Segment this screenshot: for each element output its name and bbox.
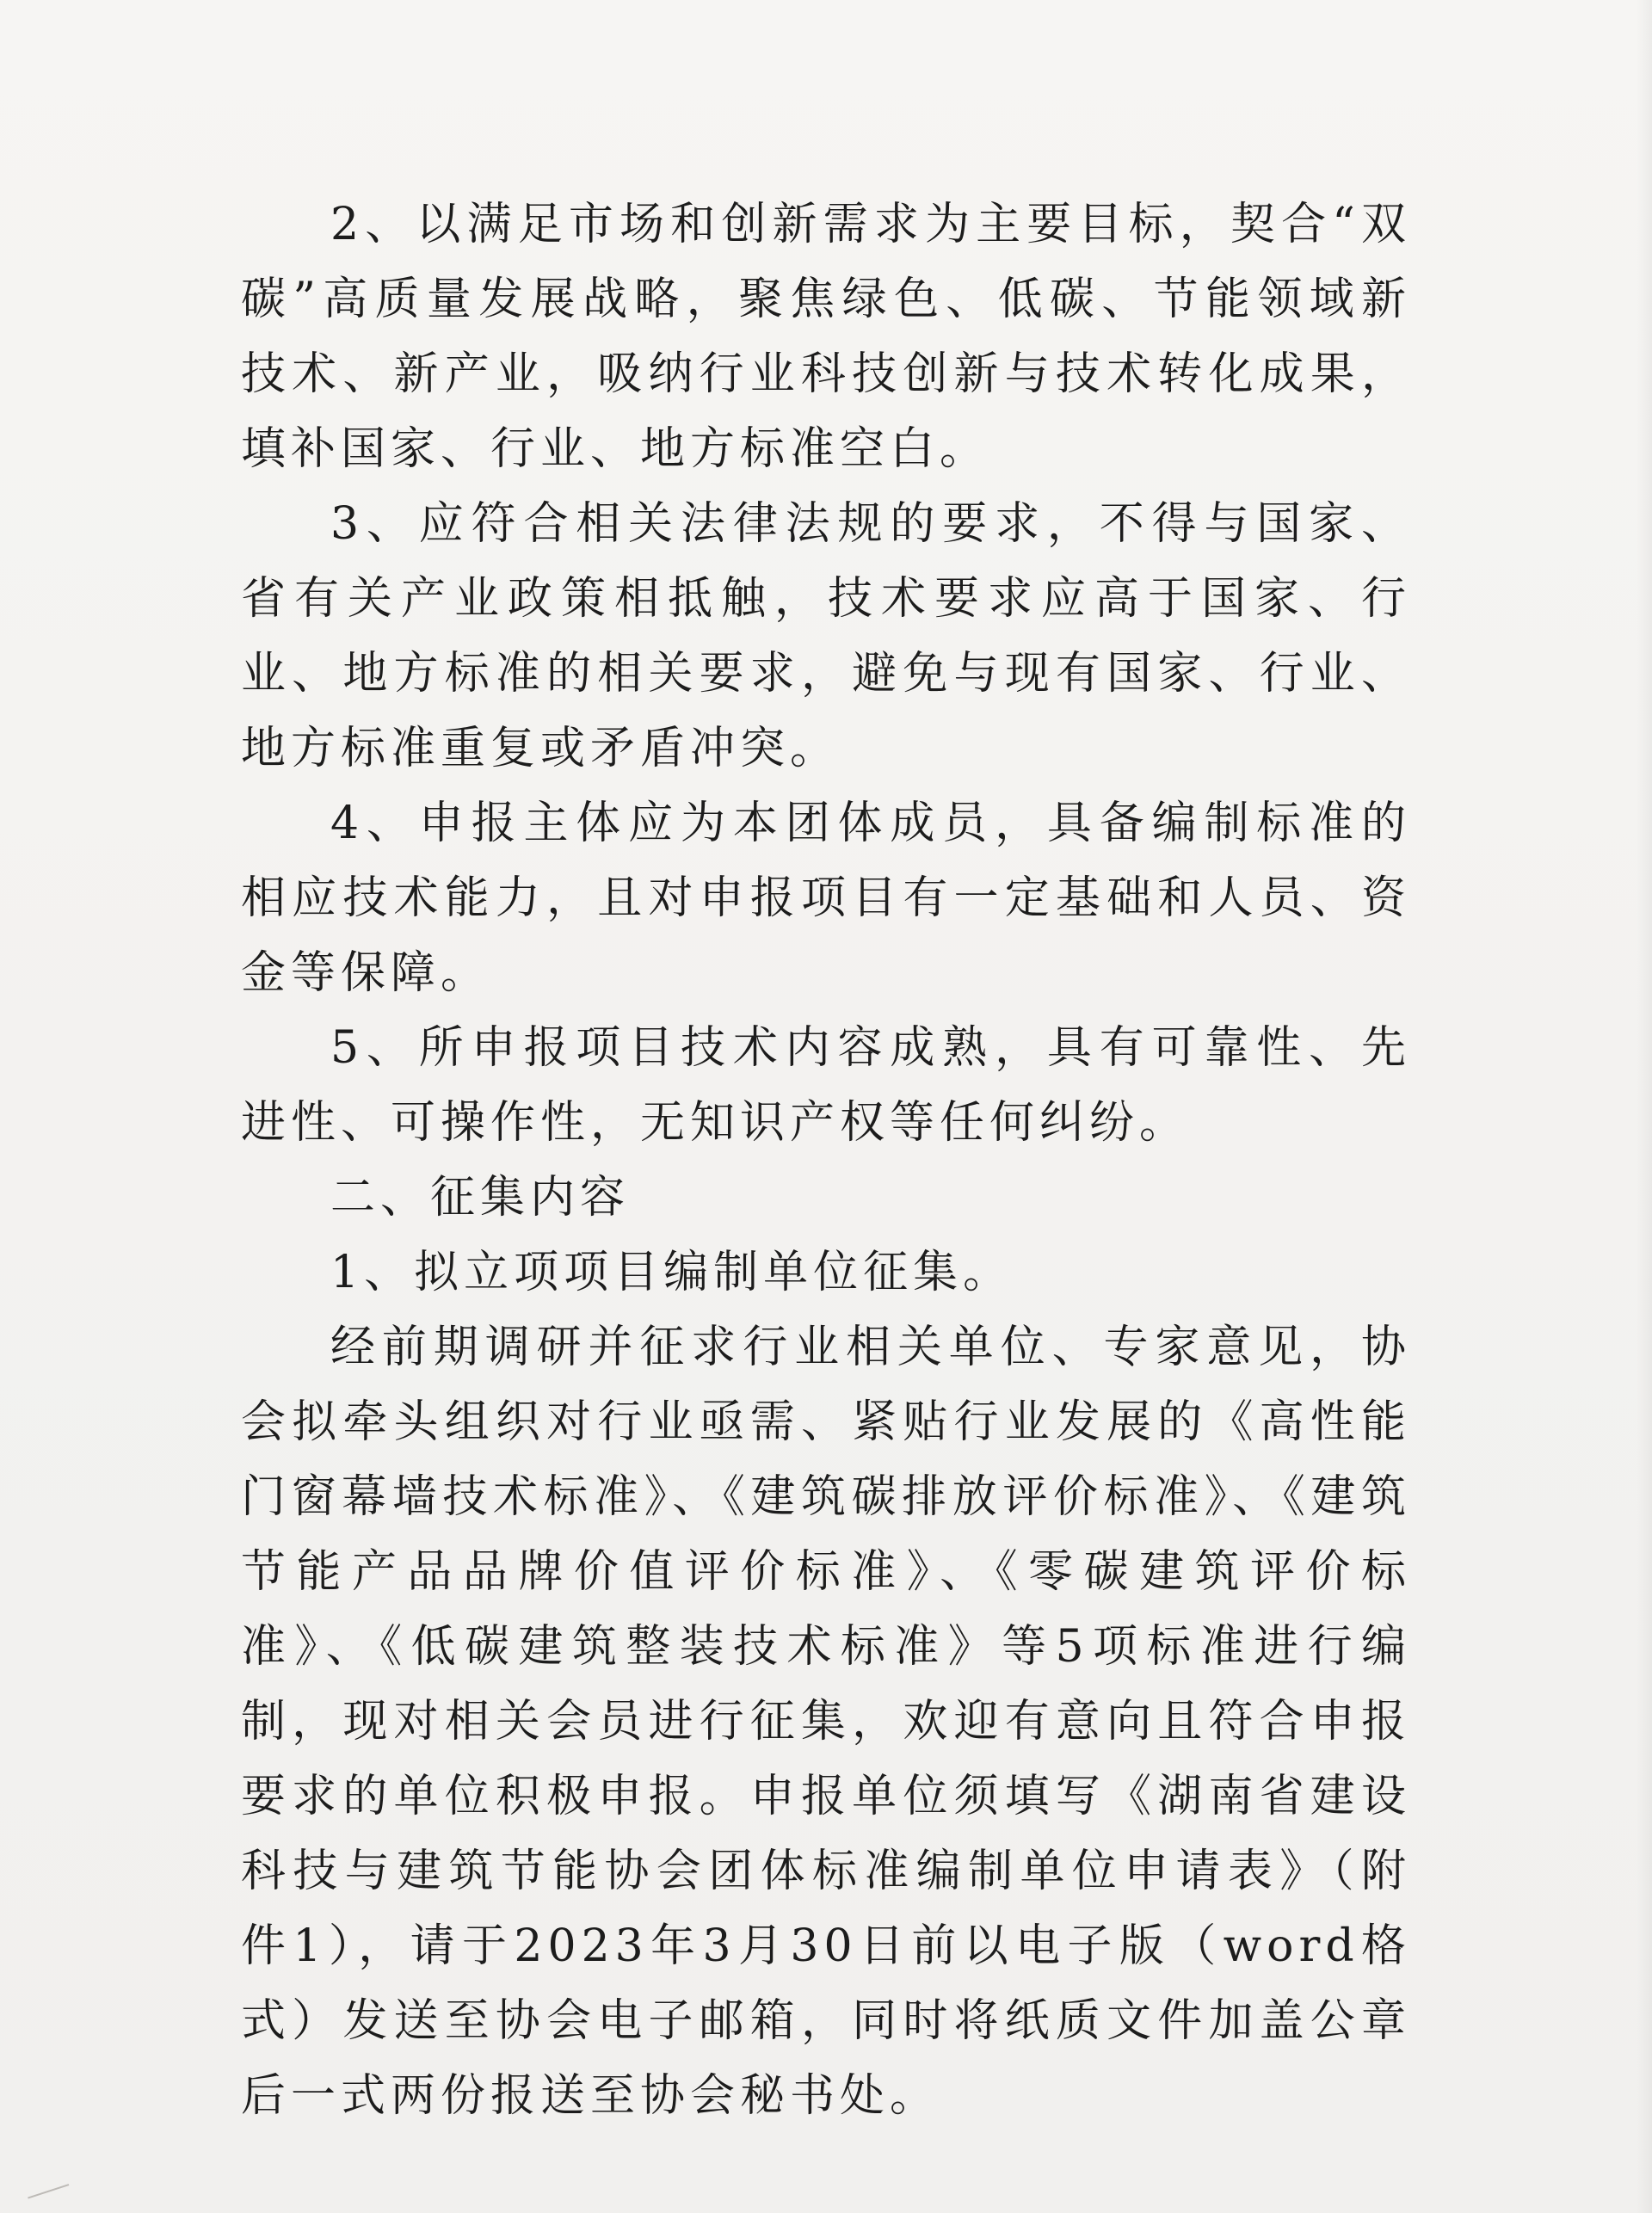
paragraph-requirement-4: 4、申报主体应为本团体成员，具备编制标准的相应技术能力，且对申报项目有一定基础和人员、资金等保障。 xyxy=(241,798,1411,999)
section-heading-collection-content: 二、征集内容 xyxy=(330,1172,631,1224)
scan-artifact-mark xyxy=(26,2178,70,2199)
paragraph-requirement-5: 5、所申报项目技术内容成熟，具有可靠性、先进性、可操作性，无知识产权等任何纠纷。 xyxy=(241,1022,1411,1149)
paragraph-item-1: 1、拟立项项目编制单位征集。 xyxy=(330,1247,1014,1298)
paragraph-requirement-2: 2、以满足市场和创新需求为主要目标，契合“双碳”高质量发展战略，聚焦绿色、低碳、节能领域新技术、新产业，吸纳行业科技创新与技术转化成果，填补国家、行业、地方标准空白。 xyxy=(241,199,1411,475)
scan-shadow-edge xyxy=(1637,0,1652,2213)
paragraph-requirement-3: 3、应符合相关法律法规的要求，不得与国家、省有关产业政策相抵触，技术要求应高于国家、行业、地方标准的相关要求，避免与现有国家、行业、地方标准重复或矛盾冲突。 xyxy=(241,498,1411,774)
document-body xyxy=(241,188,1411,2134)
paragraph-item-1-detail: 经前期调研并征求行业相关单位、专家意见，协会拟牵头组织对行业亟需、紧贴行业发展的《高性能门窗幕墙技术标准》、《建筑碳排放评价标准》、《建筑节能产品品牌价值评价标准》、《零碳建筑评价标准》、《低碳建筑整装技术标准》等5项标准进行编制，现对相关会员进行征集，欢迎有意向且符合申报要求的单位积极申报。申报单位须填写《湖南省建设科技与建筑节能协会团体标准编制单位申请表》（附件1），请于2023年3月30日前以电子版（word格式）发送至协会电子邮箱，同时将纸质文件加盖公章后一式两份报送至协会秘书处。 xyxy=(241,1322,1411,2122)
